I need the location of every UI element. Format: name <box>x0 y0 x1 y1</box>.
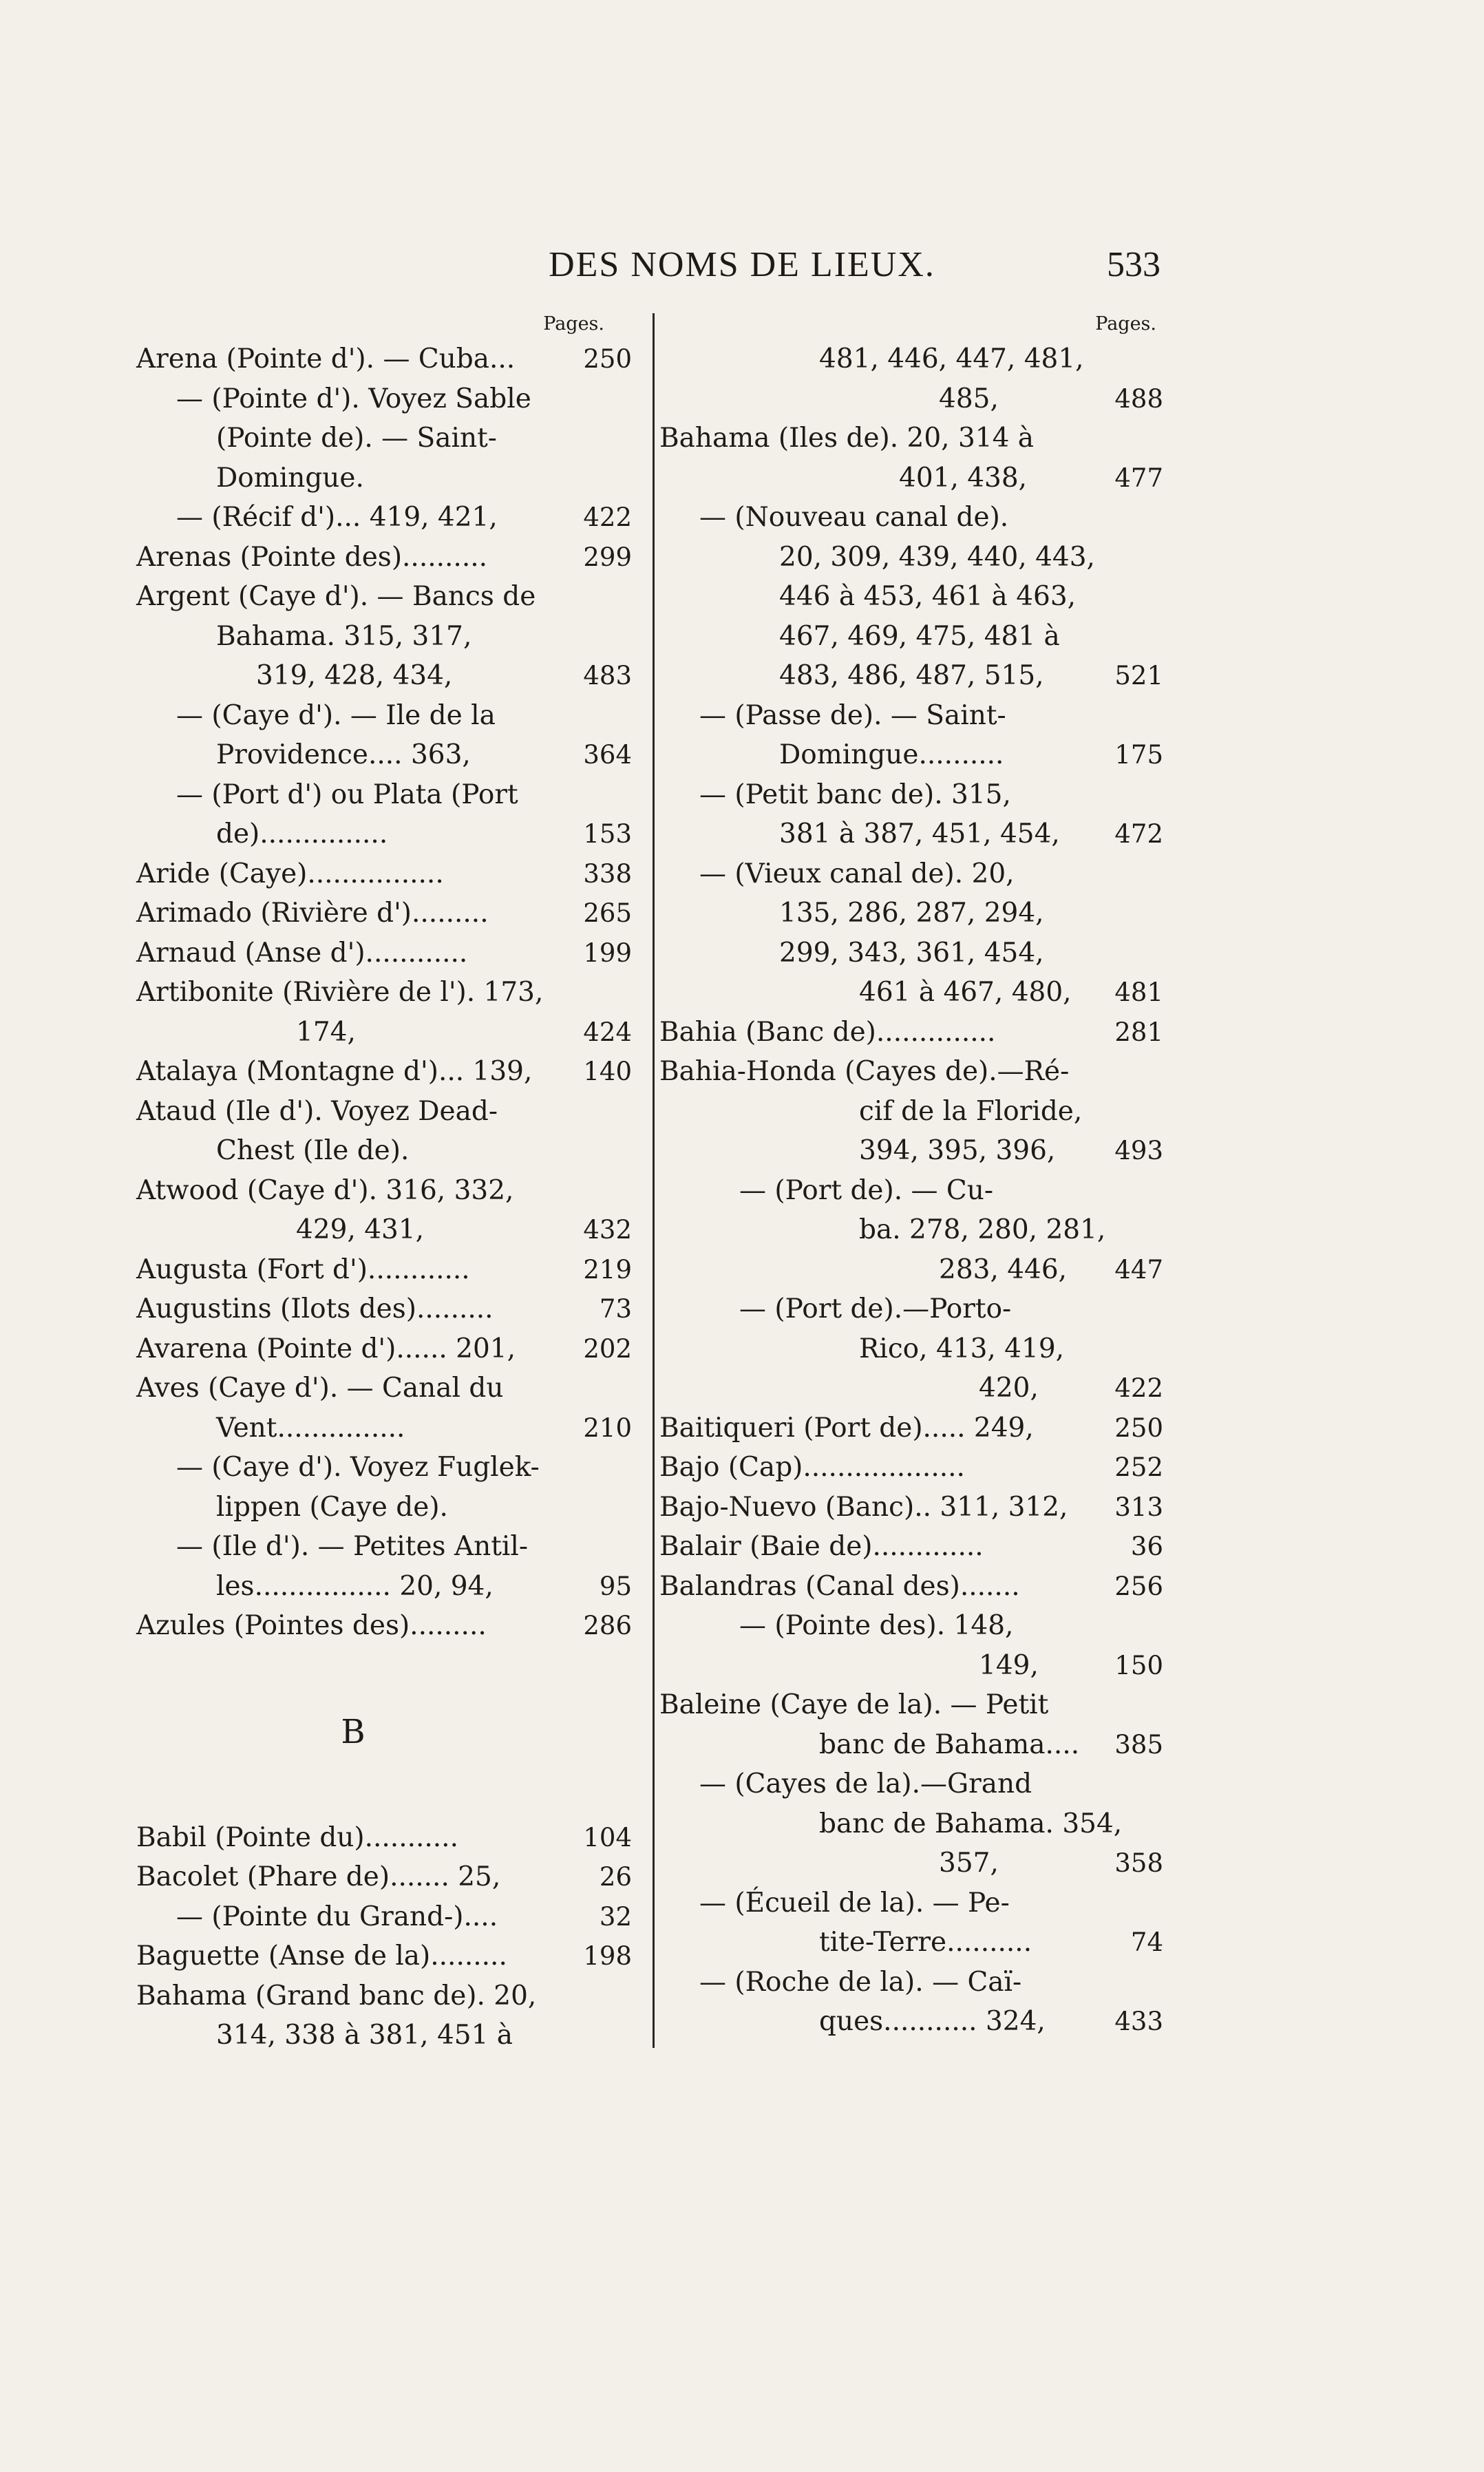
index-entry <box>136 538 632 578</box>
entry-text: Ataud (Ile d'). Voyez Dead- <box>136 1095 498 1127</box>
entry-line <box>659 339 1163 379</box>
entry-text: Providence.... 363, <box>216 739 471 770</box>
entry-text: tite-Terre.......... <box>819 1927 1032 1958</box>
index-entry <box>659 1764 1163 1883</box>
page-ref: 250 <box>1114 1413 1163 1443</box>
entry-text: Baitiqueri (Port de)..... 249, <box>659 1412 1034 1444</box>
entry-line <box>659 1567 1163 1607</box>
pages-column-header: Pages. <box>1095 313 1156 335</box>
entry-line <box>659 735 1163 775</box>
entry-line <box>136 814 632 854</box>
index-entry <box>136 894 632 933</box>
index-entry <box>136 1289 632 1329</box>
entry-text: 314, 338 à 381, 451 à <box>216 2020 513 2051</box>
index-entry <box>659 1289 1163 1408</box>
page-ref: 521 <box>1114 661 1163 690</box>
entry-line <box>136 1250 632 1290</box>
entry-text: — (Petit banc de). 315, <box>699 779 1011 810</box>
page-ref: 140 <box>583 1057 632 1086</box>
entries-b-cont <box>659 339 1163 2042</box>
index-entry <box>136 1369 632 1448</box>
index-entry <box>136 1857 632 1897</box>
entry-text: Balandras (Canal des)....... <box>659 1570 1020 1602</box>
entry-line <box>136 339 632 379</box>
entry-line <box>659 1250 1163 1290</box>
page-ref: 199 <box>583 938 632 968</box>
entry-line <box>659 1804 1163 1844</box>
entry-line <box>136 735 632 775</box>
entry-line <box>136 1013 632 1053</box>
entry-text: cif de la Floride, <box>859 1095 1083 1127</box>
entry-line <box>659 1923 1163 1963</box>
entry-line <box>659 1844 1163 1883</box>
index-entry <box>136 1527 632 1606</box>
entry-line <box>136 379 632 419</box>
page-ref: 153 <box>583 819 632 849</box>
entry-text: — (Récif d')... 419, 421, <box>176 502 498 533</box>
page-ref: 281 <box>1114 1017 1163 1047</box>
page-ref: 447 <box>1114 1254 1163 1285</box>
entry-text: 149, <box>979 1649 1039 1681</box>
entries-a <box>136 339 632 1646</box>
entry-line <box>659 379 1163 419</box>
index-entry <box>136 1448 632 1527</box>
page-ref: 26 <box>599 1862 632 1892</box>
page-ref: 422 <box>1114 1373 1163 1403</box>
entry-line <box>136 458 632 498</box>
page-ref: 299 <box>583 542 632 572</box>
page-ref: 488 <box>1114 383 1163 414</box>
index-column-left <box>136 313 632 2056</box>
entries-b <box>136 1818 632 2056</box>
entry-line <box>136 1092 632 1132</box>
entry-line <box>659 1725 1163 1765</box>
index-entry <box>136 696 632 775</box>
entry-text: Domingue.......... <box>779 739 1004 770</box>
entry-text: Bajo-Nuevo (Banc).. 311, 312, <box>659 1491 1068 1523</box>
index-entry <box>659 1448 1163 1488</box>
entry-text: — (Cayes de la).—Grand <box>699 1768 1032 1799</box>
entry-text: 283, 446, <box>939 1254 1068 1285</box>
entry-text: Bahama. 315, 317, <box>216 620 472 652</box>
index-entry <box>659 1171 1163 1290</box>
entry-line <box>659 1963 1163 2003</box>
index-entry <box>136 1976 632 2056</box>
page-ref: 338 <box>583 858 632 889</box>
entry-line <box>136 973 632 1013</box>
index-entry <box>136 1606 632 1646</box>
entry-line <box>136 1936 632 1976</box>
page-ref: 364 <box>583 740 632 770</box>
page-ref: 73 <box>599 1294 632 1324</box>
page-ref: 150 <box>1114 1650 1163 1680</box>
index-entry <box>659 1963 1163 2042</box>
entry-text: Bajo (Cap)................... <box>659 1452 965 1483</box>
entry-text: 381 à 387, 451, 454, <box>779 818 1060 849</box>
index-entry <box>659 854 1163 1013</box>
index-entry <box>659 775 1163 854</box>
entry-text: Bahia (Banc de).............. <box>659 1016 996 1048</box>
index-entry <box>659 1052 1163 1171</box>
entry-line <box>659 1171 1163 1211</box>
index-entry <box>659 498 1163 696</box>
entry-text: 481, 446, 447, 481, <box>819 344 1084 374</box>
index-entry <box>136 339 632 379</box>
entry-line <box>136 2016 632 2056</box>
entry-text: — (Vieux canal de). 20, <box>699 858 1015 889</box>
entry-text: Atwood (Caye d'). 316, 332, <box>136 1174 514 1206</box>
entry-text: les................ 20, 94, <box>216 1570 494 1602</box>
entry-text: — (Caye d'). — Ile de la <box>176 699 496 731</box>
entry-text: Arimado (Rivière d')......... <box>136 898 489 929</box>
entry-text: Arnaud (Anse d')............ <box>136 937 468 969</box>
entry-text: Aride (Caye)................ <box>136 858 444 889</box>
entry-text: Bacolet (Phare de)....... 25, <box>136 1861 501 1892</box>
entry-line <box>136 656 632 696</box>
entry-line <box>136 1171 632 1211</box>
entry-line <box>136 1369 632 1408</box>
entry-line <box>136 1210 632 1250</box>
index-entry <box>659 1408 1163 1448</box>
entry-text: Rico, 413, 419, <box>859 1333 1065 1364</box>
entry-line <box>659 1606 1163 1646</box>
entry-text: Baleine (Caye de la). — Petit <box>659 1689 1049 1720</box>
index-entry <box>659 1488 1163 1528</box>
entry-line <box>659 1527 1163 1567</box>
entry-line <box>659 577 1163 617</box>
entry-line <box>659 1210 1163 1250</box>
index-column-right <box>659 313 1163 2042</box>
index-entry <box>659 1685 1163 1764</box>
entry-line <box>136 577 632 617</box>
page-ref: 104 <box>583 1822 632 1852</box>
index-entry <box>659 419 1163 498</box>
entry-line <box>136 1976 632 2016</box>
entry-line <box>659 1883 1163 1923</box>
index-entry <box>659 1013 1163 1053</box>
entry-text: Domingue. <box>216 462 364 494</box>
entry-line <box>659 775 1163 815</box>
entry-line <box>659 1289 1163 1329</box>
page-ref: 313 <box>1114 1492 1163 1522</box>
entry-text: Bahia-Honda (Cayes de).—Ré- <box>659 1056 1070 1087</box>
page-ref: 175 <box>1114 740 1163 770</box>
running-title: DES NOMS DE LIEUX. <box>549 245 935 284</box>
index-entry <box>136 1818 632 1858</box>
index-entry <box>136 1171 632 1250</box>
entry-text: 467, 469, 475, 481 à <box>779 620 1060 652</box>
entry-line <box>659 617 1163 657</box>
page-ref: 250 <box>583 344 632 374</box>
entry-line <box>659 656 1163 696</box>
index-entry <box>659 1883 1163 1963</box>
index-entry <box>136 933 632 973</box>
entry-text: Babil (Pointe du)........... <box>136 1821 458 1853</box>
index-entry <box>659 1567 1163 1607</box>
entry-text: Baguette (Anse de la)......... <box>136 1941 507 1972</box>
entry-line <box>659 894 1163 933</box>
entry-text: — (Passe de). — Saint- <box>699 699 1006 731</box>
entry-text: — (Nouveau canal de). <box>699 502 1009 533</box>
index-entry <box>136 379 632 498</box>
entry-line <box>136 1131 632 1171</box>
entry-line <box>136 696 632 736</box>
entry-text: Augusta (Fort d')............ <box>136 1254 470 1285</box>
entry-line <box>659 1488 1163 1528</box>
entry-text: 401, 438, <box>899 462 1028 494</box>
entry-line <box>136 1527 632 1567</box>
entry-text: Avarena (Pointe d')...... 201, <box>136 1333 516 1364</box>
page-ref: 358 <box>1114 1848 1163 1878</box>
page-ref: 422 <box>583 503 632 532</box>
entry-text: lippen (Caye de). <box>216 1491 448 1523</box>
entry-text: ba. 278, 280, 281, <box>859 1214 1106 1245</box>
entry-line <box>136 1289 632 1329</box>
index-entry <box>136 1897 632 1937</box>
entry-text: — (Écueil de la). — Pe- <box>699 1887 1010 1919</box>
entry-line <box>659 1408 1163 1448</box>
entry-text: 485, <box>939 383 999 414</box>
entry-line <box>659 2002 1163 2042</box>
page-ref: 433 <box>1114 2007 1163 2036</box>
page-ref: 493 <box>1114 1136 1163 1165</box>
page-ref: 481 <box>1114 978 1163 1007</box>
entry-line <box>136 1488 632 1528</box>
entry-line <box>659 1329 1163 1369</box>
entry-text: — (Pointe d'). Voyez Sable <box>176 383 531 414</box>
entry-text: Artibonite (Rivière de l'). 173, <box>136 977 544 1008</box>
entry-line <box>659 1092 1163 1132</box>
entry-text: 319, 428, 434, <box>256 660 453 691</box>
entry-line <box>659 1685 1163 1725</box>
entry-line <box>659 1131 1163 1171</box>
entry-text: Balair (Baie de)............. <box>659 1531 984 1562</box>
entry-line <box>136 933 632 973</box>
entry-text: 461 à 467, 480, <box>859 977 1072 1008</box>
index-entry <box>136 1936 632 1976</box>
entry-line <box>136 1329 632 1369</box>
entry-line <box>136 617 632 657</box>
entry-text: 299, 343, 361, 454, <box>779 937 1044 969</box>
entry-line <box>659 1369 1163 1408</box>
entry-text: de)............... <box>216 818 388 849</box>
entry-text: 174, <box>296 1016 356 1048</box>
entry-text: Chest (Ile de). <box>216 1135 410 1166</box>
entry-text: Aves (Caye d'). — Canal du <box>136 1373 504 1404</box>
entry-line <box>659 1013 1163 1053</box>
index-entry <box>136 1329 632 1369</box>
page-ref: 424 <box>583 1017 632 1047</box>
entry-text: 20, 309, 439, 440, 443, <box>779 541 1095 573</box>
entry-line <box>659 814 1163 854</box>
entry-text: 394, 395, 396, <box>859 1135 1056 1166</box>
entry-line <box>659 1052 1163 1092</box>
page-ref: 210 <box>583 1413 632 1443</box>
index-entry <box>136 973 632 1052</box>
entry-line <box>136 1897 632 1937</box>
entry-line <box>659 696 1163 736</box>
entry-line <box>136 1606 632 1646</box>
page-ref: 36 <box>1130 1532 1163 1561</box>
page-ref: 256 <box>1114 1571 1163 1601</box>
entry-text: Arenas (Pointe des).......... <box>136 541 488 573</box>
column-divider <box>653 313 655 2048</box>
entry-text: banc de Bahama.... <box>819 1729 1080 1760</box>
entry-text: — (Port de). — Cu- <box>739 1174 994 1206</box>
entry-text: Atalaya (Montagne d')... 139, <box>136 1056 533 1087</box>
index-entry <box>136 854 632 894</box>
entry-text: — (Port de).—Porto- <box>739 1293 1012 1324</box>
entry-line <box>659 1448 1163 1488</box>
entry-text: 483, 486, 487, 515, <box>779 660 1044 691</box>
entry-line <box>136 894 632 933</box>
entry-text: Arena (Pointe d'). — Cuba... <box>136 344 516 374</box>
entry-line <box>659 854 1163 894</box>
page-ref: 385 <box>1114 1729 1163 1760</box>
entry-text: ques........... 324, <box>819 2006 1046 2037</box>
index-entry <box>136 498 632 538</box>
page-ref: 74 <box>1130 1927 1163 1957</box>
entry-text: banc de Bahama. 354, <box>819 1808 1123 1839</box>
page-ref: 252 <box>1114 1452 1163 1482</box>
entry-text: Augustins (Ilots des)......... <box>136 1293 494 1324</box>
page-ref: 219 <box>583 1254 632 1285</box>
page-ref: 432 <box>583 1215 632 1245</box>
entry-line <box>659 498 1163 538</box>
entry-text: 135, 286, 287, 294, <box>779 898 1044 929</box>
entry-text: — (Pointe des). 148, <box>739 1610 1014 1641</box>
index-entry <box>659 1527 1163 1567</box>
index-entry <box>136 775 632 854</box>
entry-text: Vent............... <box>216 1412 405 1444</box>
index-entry <box>659 1606 1163 1685</box>
entry-line <box>136 1448 632 1488</box>
entry-text: Bahama (Iles de). 20, 314 à <box>659 423 1035 454</box>
page-ref: 32 <box>599 1901 632 1932</box>
entry-line <box>136 1857 632 1897</box>
index-entry <box>136 1052 632 1092</box>
entry-line <box>659 538 1163 578</box>
page-ref: 202 <box>583 1333 632 1364</box>
page-ref: 286 <box>583 1611 632 1640</box>
entry-line <box>136 1567 632 1607</box>
entry-text: Bahama (Grand banc de). 20, <box>136 1980 537 2011</box>
page-ref: 477 <box>1114 463 1163 493</box>
index-entry <box>659 696 1163 775</box>
entry-line <box>659 933 1163 973</box>
entry-text: — (Pointe du Grand-).... <box>176 1901 498 1932</box>
entry-text: — (Caye d'). Voyez Fuglek- <box>176 1452 540 1483</box>
entry-text: Azules (Pointes des)......... <box>136 1610 487 1641</box>
entry-text: — (Ile d'). — Petites Antil- <box>176 1531 529 1562</box>
entry-text: — (Roche de la). — Caï- <box>699 1966 1022 1998</box>
entry-text: 446 à 453, 461 à 463, <box>779 581 1077 612</box>
entry-line <box>136 775 632 815</box>
entry-line <box>659 1646 1163 1686</box>
entry-line <box>136 854 632 894</box>
entry-line <box>659 1764 1163 1804</box>
page-ref: 472 <box>1114 819 1163 849</box>
entry-line <box>659 458 1163 498</box>
entry-text: — (Port d') ou Plata (Port <box>176 779 518 810</box>
entry-text: (Pointe de). — Saint- <box>216 423 497 454</box>
index-entry <box>659 339 1163 419</box>
section-letter: B <box>341 1712 365 1751</box>
entry-text: 420, <box>979 1373 1039 1404</box>
pages-column-header: Pages. <box>543 313 604 335</box>
page-ref: 95 <box>599 1571 632 1601</box>
page-ref: 265 <box>583 898 632 928</box>
entry-line <box>136 538 632 578</box>
page-number: 533 <box>1107 245 1160 284</box>
index-entry <box>136 1092 632 1171</box>
index-entry <box>136 1250 632 1290</box>
entry-line <box>659 419 1163 458</box>
entry-text: Argent (Caye d'). — Bancs de <box>136 581 536 612</box>
entry-line <box>659 973 1163 1013</box>
entry-line <box>136 1052 632 1092</box>
index-entry <box>136 577 632 696</box>
entry-text: 429, 431, <box>296 1214 425 1245</box>
page-ref: 483 <box>583 661 632 690</box>
page-ref: 198 <box>583 1941 632 1971</box>
entry-line <box>136 1818 632 1858</box>
entry-line <box>136 498 632 538</box>
entry-line <box>136 419 632 458</box>
entry-line <box>136 1408 632 1448</box>
entry-text: 357, <box>939 1848 999 1879</box>
